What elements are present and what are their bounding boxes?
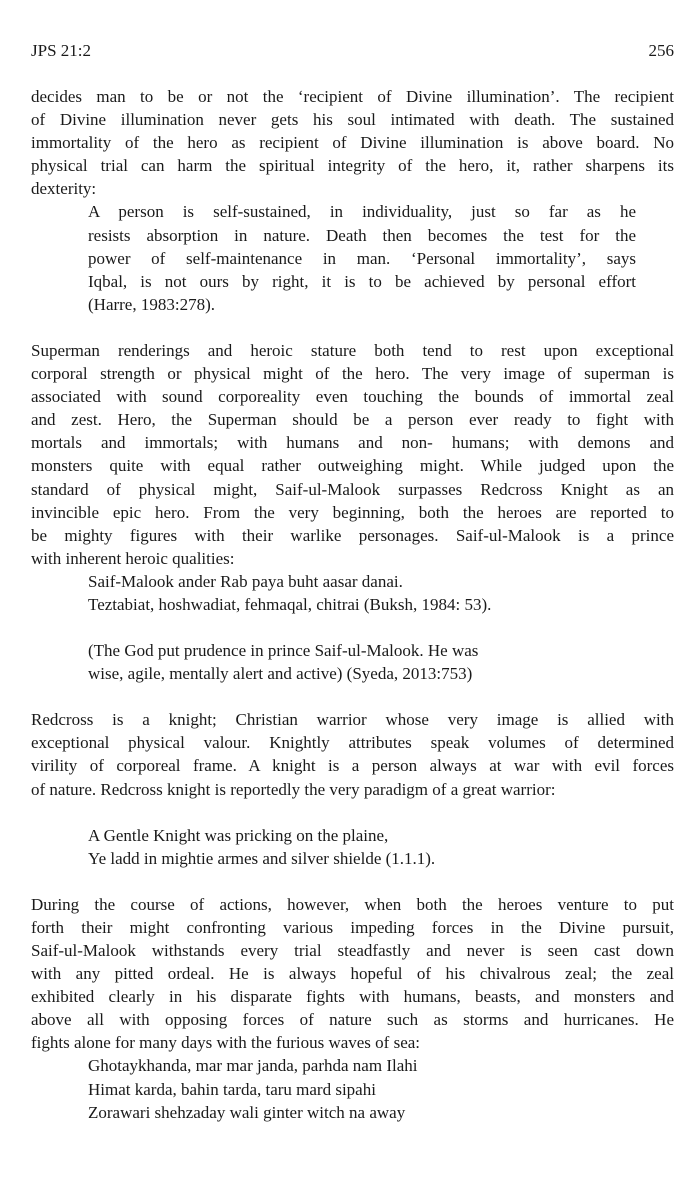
- text-line: Redcross is a knight; Christian warrior whose very image is allied with: [31, 710, 674, 730]
- quote-line: (Harre, 1983:278).: [88, 294, 215, 314]
- text-line: During the course of actions, however, when both the heroes venture to put: [31, 894, 674, 914]
- text-line: of Divine illumination never gets his soul intimated with death. The sustained: [31, 110, 674, 130]
- page-number: 256: [648, 41, 674, 60]
- block-quote-iqbal: [31, 200, 674, 315]
- text-line: Saif-ul-Malook withstands every trial steadfastly and never is seen cast down: [31, 941, 674, 960]
- paragraph-redcross: [31, 708, 674, 800]
- verse-line: (The God put prudence in prince Saif-ul-Malook. He was: [88, 641, 479, 661]
- verse-saif-malook: [31, 570, 674, 616]
- verse-line: A Gentle Knight was pricking on the plaine,: [88, 825, 389, 845]
- quote-line: power of self-maintenance in man. ‘Personal immortality’, says: [88, 248, 636, 268]
- text-line: invincible epic hero. From the very beginning, both the heroes are reported to: [31, 502, 674, 522]
- text-line: with any pitted ordeal. He is always hopeful of his chivalrous zeal; the zeal: [31, 964, 674, 984]
- text-line: exhibited clearly in his disparate fights with humans, beasts, and monsters and: [31, 987, 674, 1007]
- text-line: fights alone for many days with the furious waves of sea:: [31, 1033, 421, 1053]
- spacer: [31, 616, 674, 639]
- verse-ghotaykhanda: [31, 1054, 674, 1123]
- text-line: virility of corporeal frame. A knight is a person always at war with evil forces: [31, 756, 674, 776]
- text-line: corporal strength or physical might of the hero. The very image of superman is: [31, 364, 674, 384]
- text-line: forth their might confronting various impeding forces in the Divine pursuit,: [31, 917, 674, 937]
- spacer: [31, 801, 674, 824]
- paragraph-course-of-actions: [31, 893, 674, 1055]
- verse-line: Ghotaykhanda, mar mar janda, parhda nam Ilahi: [88, 1056, 418, 1076]
- paragraph-superman: [31, 339, 674, 570]
- verse-line: Zorawari shehzaday wali ginter witch na away: [88, 1102, 406, 1122]
- text-line: exceptional physical valour. Knightly attributes speak volumes of determined: [31, 733, 674, 753]
- text-line: immortality of the hero as recipient of Divine illumination is above board. No: [31, 133, 674, 153]
- text-line: monsters quite with equal rather outweighing might. While judged upon the: [31, 456, 674, 476]
- text-line: and zest. Hero, the Superman should be a person ever ready to fight with: [31, 410, 674, 430]
- text-line: be mighty figures with their warlike personages. Saif-ul-Malook is a prince: [31, 525, 674, 545]
- spacer: [31, 316, 674, 339]
- verse-line: Teztabiat, hoshwadiat, fehmaqal, chitrai (Buksh, 1984: 53).: [88, 594, 492, 614]
- running-header: [31, 40, 674, 62]
- text-line: decides man to be or not the ‘recipient of Divine illumination’. The recipient: [31, 87, 674, 106]
- text-line: associated with sound corporeality even touching the bounds of immortal zeal: [31, 387, 674, 407]
- text-line: mortals and immortals; with humans and non- humans; with demons and: [31, 433, 674, 453]
- text-line: Superman renderings and heroic stature both tend to rest upon exceptional: [31, 340, 674, 360]
- quote-line: A person is self-sustained, in individuality, just so far as he: [88, 202, 636, 222]
- journal-reference: JPS 21:2: [31, 41, 91, 60]
- paragraph-divine-illumination: [31, 85, 674, 200]
- quote-line: resists absorption in nature. Death then becomes the test for the: [88, 225, 636, 245]
- text-line: physical trial can harm the spiritual integrity of the hero, it, rather sharpens its: [31, 156, 674, 176]
- text-line: of nature. Redcross knight is reportedly the very paradigm of a great warrior:: [31, 779, 556, 799]
- text-line: standard of physical might, Saif-ul-Malook surpasses Redcross Knight as an: [31, 479, 674, 499]
- spacer: [31, 685, 674, 708]
- verse-line: Himat karda, bahin tarda, taru mard sipahi: [88, 1079, 376, 1099]
- verse-line: wise, agile, mentally alert and active) (Syeda, 2013:753): [88, 664, 473, 684]
- spacer: [31, 870, 674, 893]
- verse-translation: [31, 639, 674, 685]
- verse-line: Ye ladd in mightie armes and silver shielde (1.1.1).: [88, 848, 436, 868]
- verse-line: Saif-Malook ander Rab paya buht aasar danai.: [88, 571, 403, 591]
- text-line: with inherent heroic qualities:: [31, 548, 235, 568]
- verse-gentle-knight: [31, 824, 674, 870]
- text-line: dexterity:: [31, 179, 97, 199]
- text-line: above all with opposing forces of nature such as storms and hurricanes. He: [31, 1010, 674, 1030]
- quote-line: Iqbal, is not ours by right, it is to be achieved by personal effort: [88, 271, 636, 291]
